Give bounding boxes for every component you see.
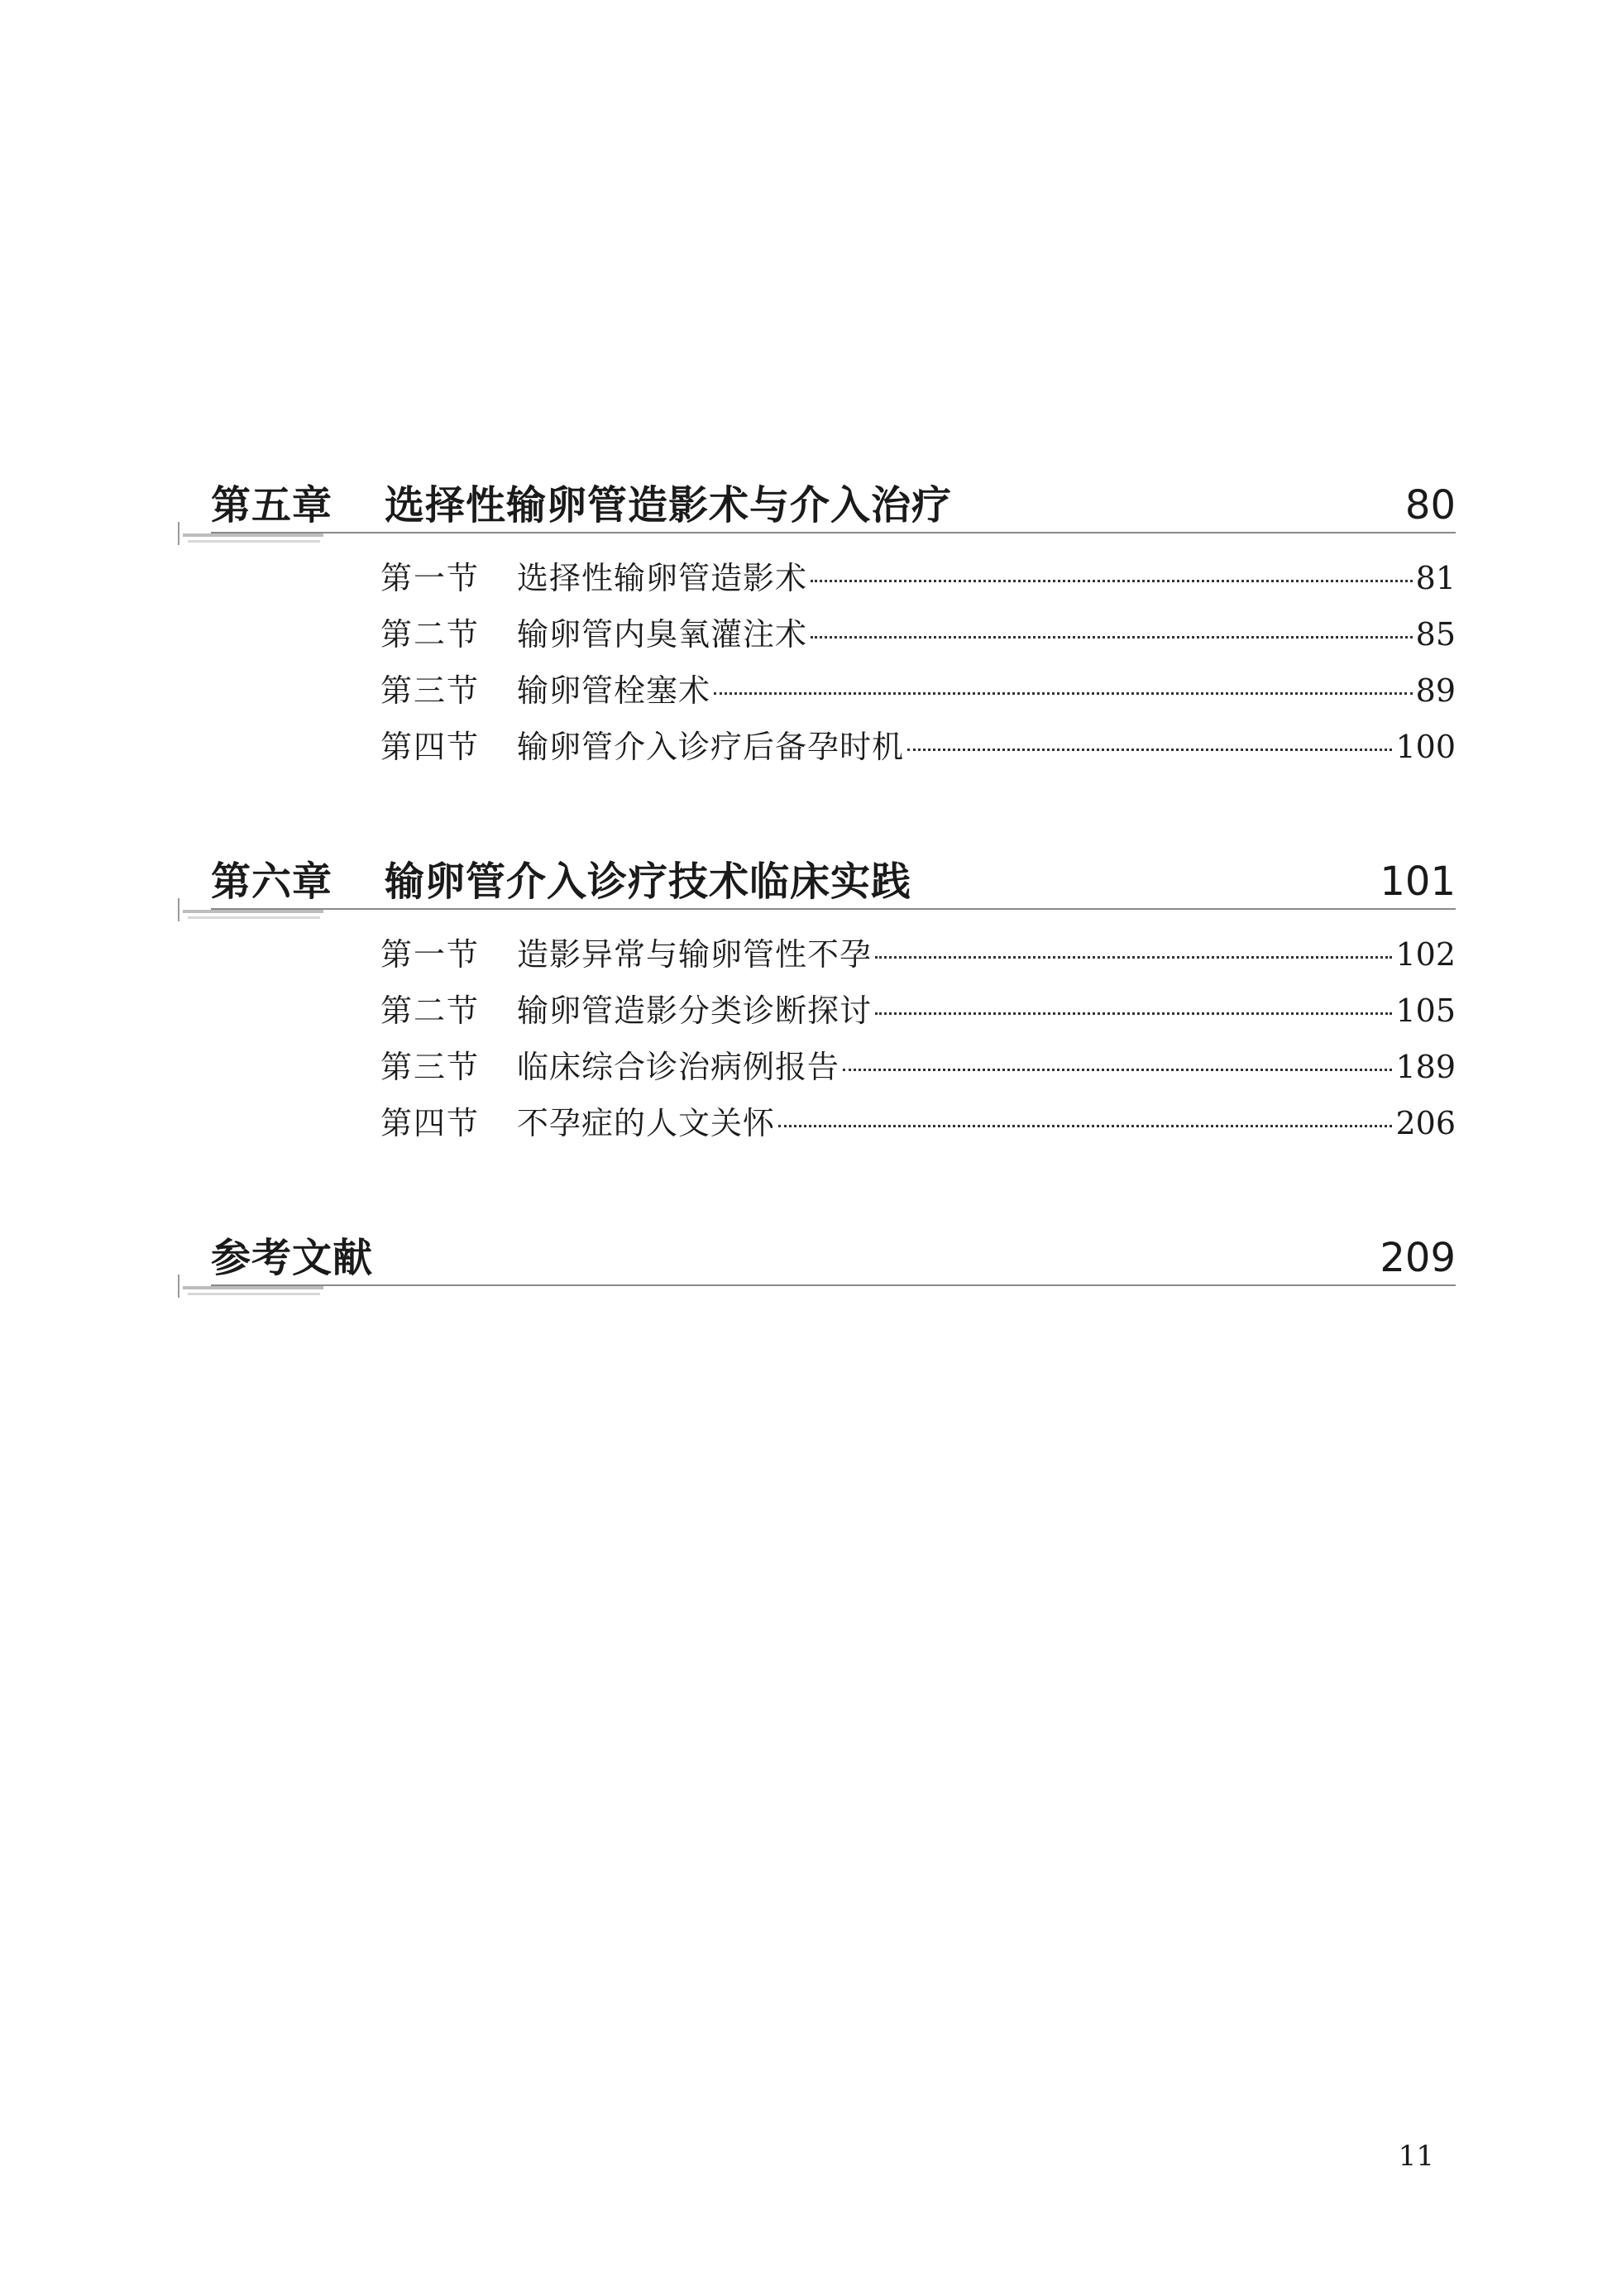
chapter-6 [178,852,1456,1151]
dot-leader [875,956,1392,959]
section-title: 输卵管造影分类诊断探讨 [517,993,873,1029]
dot-leader [843,1069,1392,1071]
toc-entry[interactable] [178,1039,1456,1095]
section-number: 第二节 [380,616,481,653]
section-title: 造影异常与输卵管性不孕 [517,936,873,973]
dot-leader [875,1012,1392,1015]
section-number: 第三节 [380,672,481,709]
chapter-rule-accent [178,910,331,921]
section-number: 第一节 [380,936,481,973]
chapter-5 [178,476,1456,775]
section-page-number: 89 [1415,672,1456,709]
dot-leader [778,1125,1392,1127]
section-number: 第四节 [380,729,481,765]
chapter-heading[interactable] [178,476,1456,533]
section-number: 第二节 [380,993,481,1029]
chapter-rule-accent [178,1286,331,1298]
section-title: 不孕症的人文关怀 [517,1105,776,1141]
section-title: 临床综合诊治病例报告 [517,1049,840,1085]
toc-entry[interactable] [178,719,1456,775]
section-list [178,550,1456,775]
toc-entry[interactable] [178,983,1456,1039]
toc-entry[interactable] [178,1095,1456,1151]
chapter-rule-accent [178,533,331,545]
section-title: 输卵管内臭氧灌注术 [517,616,808,653]
chapter-page-number: 209 [1380,1235,1456,1281]
toc-entry[interactable] [178,606,1456,662]
section-list [178,926,1456,1151]
section-number: 第三节 [380,1049,481,1085]
section-page-number: 102 [1395,936,1456,973]
section-number: 第四节 [380,1105,481,1141]
chapter-heading[interactable] [178,1228,1456,1286]
section-page-number: 105 [1395,993,1456,1029]
dot-leader [811,636,1413,639]
section-number: 第一节 [380,560,481,596]
page-number: 11 [1398,2140,1434,2173]
chapter-rule [211,1284,1456,1286]
dot-leader [811,580,1413,582]
section-title: 输卵管栓塞术 [517,672,711,709]
chapter-page-number: 101 [1380,859,1456,905]
chapter-page-number: 80 [1404,482,1456,529]
section-page-number: 206 [1395,1105,1456,1141]
chapter-title: 输卵管介入诊疗技术临床实践 [385,859,912,905]
chapter-heading[interactable] [178,852,1456,910]
toc-entry[interactable] [178,550,1456,606]
dot-leader [714,692,1413,695]
section-page-number: 100 [1395,729,1456,765]
chapter-rule [211,532,1456,533]
chapter-label: 参考文献 [211,1235,374,1281]
section-page-number: 81 [1415,560,1456,596]
chapter-rule [211,908,1456,910]
chapter-label: 第六章 [211,859,333,905]
section-page-number: 189 [1395,1049,1456,1085]
chapter-label: 第五章 [211,482,333,529]
dot-leader [907,749,1392,751]
toc-entry[interactable] [178,926,1456,983]
section-title: 输卵管介入诊疗后备孕时机 [517,729,905,765]
section-page-number: 85 [1415,616,1456,653]
section-title: 选择性输卵管造影术 [517,560,808,596]
toc-entry[interactable] [178,662,1456,719]
chapter-title: 选择性输卵管造影术与介入治疗 [385,482,953,529]
references [178,1228,1456,1286]
